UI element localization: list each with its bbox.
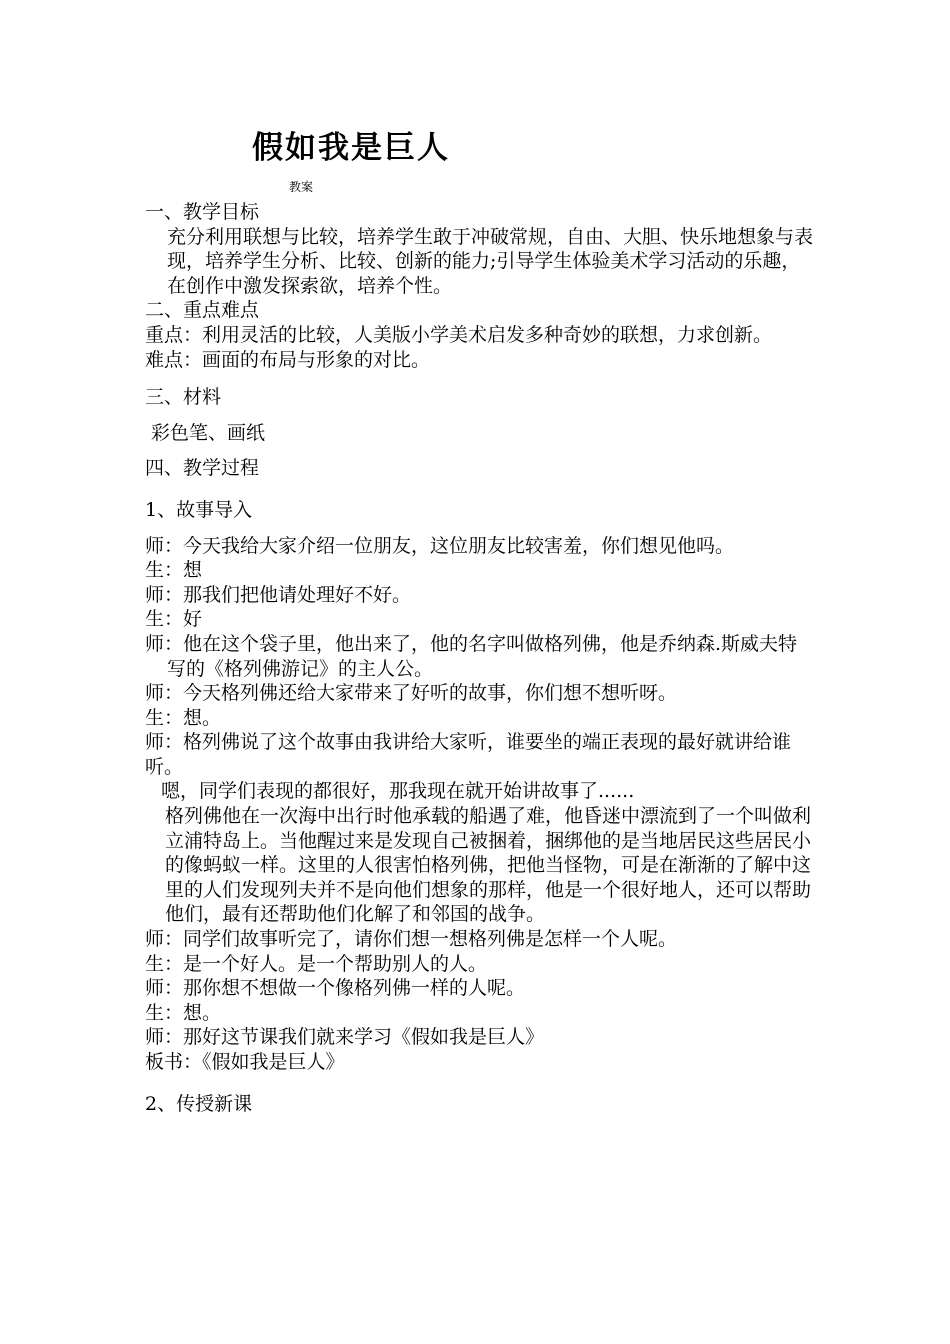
section-heading-key-points: 二、重点难点 (145, 299, 260, 322)
section-heading-objectives: 一、教学目标 (145, 201, 260, 223)
dialogue-line: 生：想。 (145, 706, 222, 729)
dialogue-line: 师：今天格列佛还给大家带来了好听的故事，你们想不想听呀。 (145, 682, 678, 705)
paragraph-materials: 彩色笔、画纸 (151, 421, 266, 444)
dialogue-line: 生：想。 (145, 1001, 222, 1024)
paragraph-key-point: 重点：利用灵活的比较，人美版小学美术启发多种奇妙的联想，力求创新。 (145, 323, 773, 346)
section-heading-process: 四、教学过程 (145, 457, 260, 480)
blackboard-line: 板书：《假如我是巨人》 (145, 1051, 345, 1073)
dialogue-line: 师：那好这节课我们就来学习《假如我是巨人》 (145, 1026, 545, 1049)
paragraph-difficulty: 难点：画面的布局与形象的对比。 (145, 348, 431, 371)
dialogue-line: 师：他在这个袋子里，他出来了，他的名字叫做格列佛，他是乔纳森.斯威夫特 (145, 632, 798, 655)
dialogue-line: 师：同学们故事听完了，请你们想一想格列佛是怎样一个人呢。 (145, 928, 678, 951)
dialogue-line: 生：想 (145, 559, 203, 582)
subsection-heading-story: 1、故事导入 (145, 498, 253, 521)
document-body (145, 200, 813, 1116)
document-title: 假如我是巨人 (252, 130, 450, 166)
dialogue-line: 生：好 (145, 608, 203, 631)
dialogue-line: 师：今天我给大家介绍一位朋友，这位朋友比较害羞，你们想见他吗。 (145, 534, 735, 557)
section-heading-materials: 三、材料 (145, 386, 222, 409)
story-paragraph: 格列佛他在一次海中出行时他承载的船遇了难，他昏迷中漂流到了一个叫做利立浦特岛上。当他醒过来是发现自己被捆着，捆绑他的是当地居民这些居民小的像蚂蚁一样。这里的人很害怕格列佛，把他当怪物，可是在渐渐的了解中这里的人们发现列夫并不是向他们想象的那样，他是一个很好地人，还可以帮助他们，最有还帮助他们化解了和邻国的战争。 (165, 805, 812, 926)
dialogue-line: 师：那你想不想做一个像格列佛一样的人呢。 (145, 977, 526, 1000)
dialogue-line: 嗯，同学们表现的都很好，那我现在就开始讲故事了...... (161, 780, 635, 803)
subsection-heading-new-lesson: 2、传授新课 (145, 1092, 253, 1115)
dialogue-line: 生：是一个好人。是一个帮助别人的人。 (145, 952, 488, 975)
dialogue-line: 写的《格列佛游记》的主人公。 (167, 657, 434, 680)
dialogue-line: 师：那我们把他请处理好不好。 (145, 583, 412, 606)
paragraph-objectives: 充分利用联想与比较，培养学生敢于冲破常规，自由、大胆、快乐地想象与表现，培养学生分析、比较、创新的能力;引导学生体验美术学习活动的乐趣，在创作中激发探索欲，培养个性。 (167, 225, 814, 297)
dialogue-line: 师：格列佛说了这个故事由我讲给大家听，谁要坐的端正表现的最好就讲给谁听。 (145, 731, 792, 778)
document-subtitle: 教案 (289, 180, 314, 194)
